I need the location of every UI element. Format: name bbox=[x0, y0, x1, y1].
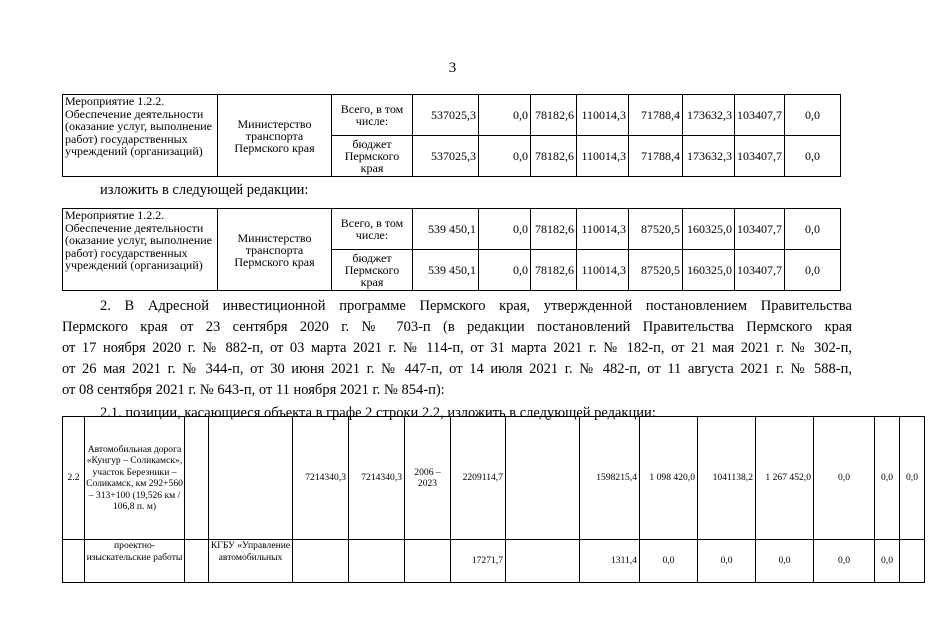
empty-cell bbox=[185, 540, 209, 583]
intro-text: изложить в следующей редакции: bbox=[100, 182, 309, 198]
value-cell: 0,0 bbox=[756, 540, 814, 583]
executor-cell: Министерство транспорта Пермского края bbox=[218, 95, 332, 177]
value-cell: 110014,3 bbox=[577, 95, 629, 136]
empty-cell bbox=[209, 417, 293, 540]
value-cell: 1598215,4 bbox=[580, 417, 640, 540]
row-label: Всего, в том числе: bbox=[332, 209, 413, 250]
value-cell: 0,0 bbox=[814, 417, 875, 540]
value-cell: 0,0 bbox=[875, 417, 900, 540]
value-cell: 110014,3 bbox=[577, 250, 629, 291]
value-cell: 7214340,3 bbox=[293, 417, 349, 540]
value-cell: 1 267 452,0 bbox=[756, 417, 814, 540]
value-cell: 537025,3 bbox=[413, 95, 479, 136]
value-cell: 0,0 bbox=[479, 95, 531, 136]
measure-cell: Мероприятие 1.2.2. Обеспечение деятельности (оказание услуг, выполнение работ) государственных учреждений (организаций) bbox=[63, 209, 218, 291]
value-cell: 78182,6 bbox=[531, 95, 577, 136]
paragraph-line: от 17 ноября 2020 г. № 882-п, от 03 марта 2021 г. № 114-п, от 31 марта 2021 г. № 182-п, от 21 мая 2021 г. № 302-п, bbox=[62, 340, 852, 356]
value-cell: 0,0 bbox=[785, 136, 841, 177]
value-cell: 7214340,3 bbox=[349, 417, 405, 540]
value-cell: 0,0 bbox=[479, 250, 531, 291]
value-cell: 87520,5 bbox=[629, 209, 683, 250]
empty-cell bbox=[63, 540, 85, 583]
value-cell: 71788,4 bbox=[629, 95, 683, 136]
empty-cell bbox=[900, 540, 925, 583]
value-cell: 0,0 bbox=[479, 209, 531, 250]
page-number: 3 bbox=[448, 60, 457, 76]
value-cell: 1311,4 bbox=[580, 540, 640, 583]
value-cell: 17271,7 bbox=[451, 540, 506, 583]
value-cell: 0,0 bbox=[698, 540, 756, 583]
paragraph-line: от 08 сентября 2021 г. № 643-п, от 11 ноября 2021 г. № 854-п): bbox=[62, 382, 445, 398]
value-cell: 78182,6 bbox=[531, 136, 577, 177]
value-cell: 539 450,1 bbox=[413, 250, 479, 291]
value-cell: 103407,7 bbox=[735, 136, 785, 177]
subparagraph: 2.1. позиции, касающиеся объекта в графе 2 строки 2.2, изложить в следующей редакции: bbox=[100, 405, 656, 421]
value-cell: 1 098 420,0 bbox=[640, 417, 698, 540]
amendment-paragraph bbox=[62, 296, 852, 401]
row-label: бюджет Пермского края bbox=[332, 250, 413, 291]
value-cell: 0,0 bbox=[875, 540, 900, 583]
value-cell: 160325,0 bbox=[683, 250, 735, 291]
value-cell: 1041138,2 bbox=[698, 417, 756, 540]
value-cell: 103407,7 bbox=[735, 95, 785, 136]
value-cell: 0,0 bbox=[900, 417, 925, 540]
table-row bbox=[63, 209, 841, 250]
value-cell: 0,0 bbox=[785, 250, 841, 291]
value-cell: 539 450,1 bbox=[413, 209, 479, 250]
value-cell: 0,0 bbox=[814, 540, 875, 583]
empty-cell bbox=[506, 540, 580, 583]
empty-cell bbox=[185, 417, 209, 540]
value-cell: 78182,6 bbox=[531, 250, 577, 291]
row-number: 2.2 bbox=[63, 417, 85, 540]
empty-cell bbox=[405, 540, 451, 583]
value-cell: 160325,0 bbox=[683, 209, 735, 250]
empty-cell bbox=[506, 417, 580, 540]
value-cell: 71788,4 bbox=[629, 136, 683, 177]
value-cell: 173632,3 bbox=[683, 136, 735, 177]
object-cell: Автомобильная дорога «Кунгур – Соликамск», участок Березники – Соликамск, км 292+560 – 313+100 (19,526 км / 106,8 п. м) bbox=[85, 417, 185, 540]
value-cell: 110014,3 bbox=[577, 136, 629, 177]
table-row bbox=[63, 540, 947, 583]
value-cell: 0,0 bbox=[785, 209, 841, 250]
table-new-edition bbox=[62, 208, 841, 291]
table-old-edition bbox=[62, 94, 841, 177]
paragraph-line: Пермского края от 23 сентября 2020 г. № 703-п (в редакции постановлений Правительства Пермского края bbox=[62, 319, 852, 335]
value-cell: 2209114,7 bbox=[451, 417, 506, 540]
paragraph-line: 2. В Адресной инвестиционной программе Пермского края, утвержденной постановлением Правительства bbox=[100, 298, 852, 314]
object-cell: проектно-изыскательские работы bbox=[85, 540, 185, 583]
empty-cell bbox=[349, 540, 405, 583]
table-row bbox=[63, 417, 947, 540]
executor-cell: Министерство транспорта Пермского края bbox=[218, 209, 332, 291]
value-cell: 0,0 bbox=[640, 540, 698, 583]
empty-cell bbox=[293, 540, 349, 583]
measure-cell: Мероприятие 1.2.2. Обеспечение деятельности (оказание услуг, выполнение работ) государственных учреждений (организаций) bbox=[63, 95, 218, 177]
period-cell: 2006 – 2023 bbox=[405, 417, 451, 540]
value-cell: 110014,3 bbox=[577, 209, 629, 250]
value-cell: 0,0 bbox=[785, 95, 841, 136]
value-cell: 537025,3 bbox=[413, 136, 479, 177]
value-cell: 103407,7 bbox=[735, 209, 785, 250]
row-label: бюджет Пермского края bbox=[332, 136, 413, 177]
customer-cell: КГБУ «Управление автомобильных bbox=[209, 540, 293, 583]
value-cell: 173632,3 bbox=[683, 95, 735, 136]
table-row bbox=[63, 95, 841, 136]
value-cell: 87520,5 bbox=[629, 250, 683, 291]
value-cell: 103407,7 bbox=[735, 250, 785, 291]
value-cell: 0,0 bbox=[479, 136, 531, 177]
paragraph-line: от 26 мая 2021 г. № 344-п, от 30 июня 2021 г. № 447-п, от 14 июля 2021 г. № 482-п, от 11 августа 2021 г. № 588-п, bbox=[62, 361, 852, 377]
row-label: Всего, в том числе: bbox=[332, 95, 413, 136]
table-investment-program bbox=[62, 416, 947, 583]
value-cell: 78182,6 bbox=[531, 209, 577, 250]
